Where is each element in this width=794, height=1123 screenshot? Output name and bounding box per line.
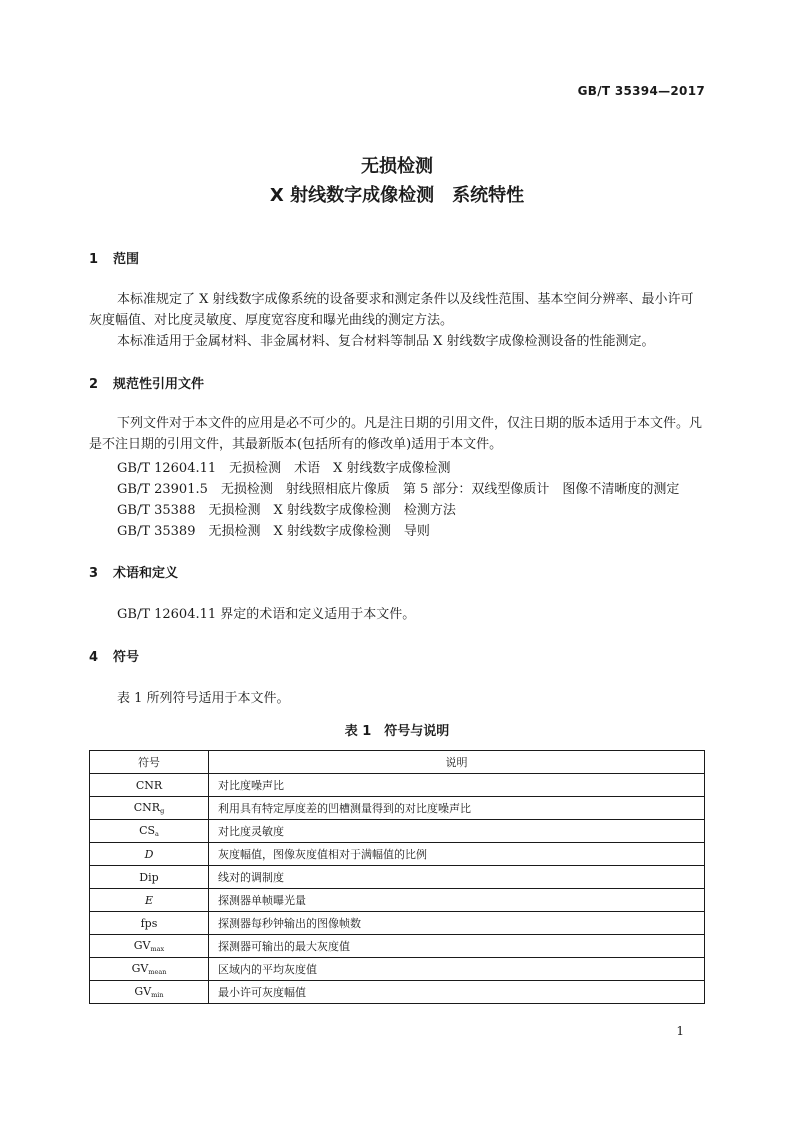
section-4-heading	[89, 646, 139, 665]
document-title-line1: 无损检测	[361, 156, 433, 177]
description-cell: 探测器可输出的最大灰度值	[209, 935, 705, 958]
title-part2: 系统特性	[452, 185, 525, 206]
section-number: 4	[89, 650, 99, 665]
description-cell: 对比度灵敏度	[209, 820, 705, 843]
description-cell: 线对的调制度	[209, 866, 705, 889]
description-cell: 区域内的平均灰度值	[209, 958, 705, 981]
header-symbol: 符号	[90, 751, 209, 774]
symbol-cell: Dip	[90, 866, 209, 889]
symbol-cell: D	[90, 843, 209, 866]
table-row	[90, 889, 705, 912]
symbol-cell: E	[90, 889, 209, 912]
paragraph: 下列文件对于本文件的应用是必不可少的。凡是注日期的引用文件，仅注日期的版本适用于本文件。凡是不注日期的引用文件，其最新版本(包括所有的修改单)适用于本文件。	[89, 416, 703, 452]
table-row	[90, 935, 705, 958]
section-3-heading	[89, 562, 178, 581]
header-description: 说明	[209, 751, 705, 774]
description-cell: 对比度噪声比	[209, 774, 705, 797]
description-cell: 最小许可灰度幅值	[209, 981, 705, 1004]
section-number: 1	[89, 252, 99, 267]
description-cell: 探测器单帧曝光量	[209, 889, 705, 912]
table-row	[90, 797, 705, 820]
section-1-heading	[89, 248, 139, 267]
table-header-row	[90, 751, 705, 774]
table-row	[90, 958, 705, 981]
section-title: 规范性引用文件	[113, 377, 205, 392]
section-title: 符号	[113, 650, 140, 665]
symbol-cell: CNR	[90, 774, 209, 797]
reference-item: GB/T 35388 无损检测 X 射线数字成像检测 检测方法	[117, 503, 456, 518]
section-number: 2	[89, 377, 99, 392]
table-row	[90, 774, 705, 797]
table-row	[90, 843, 705, 866]
table-row	[90, 866, 705, 889]
section-4-body: 表 1 所列符号适用于本文件。	[117, 691, 290, 706]
section-1-body	[89, 289, 705, 352]
section-number: 3	[89, 566, 99, 581]
symbol-cell: fps	[90, 912, 209, 935]
symbol-cell: $GV_{min}$	[90, 981, 209, 1004]
standard-number: GB/T 35394—2017	[577, 84, 705, 98]
description-cell: 利用具有特定厚度差的凹槽测量得到的对比度噪声比	[209, 797, 705, 820]
section-3-body: GB/T 12604.11 界定的术语和定义适用于本文件。	[117, 607, 416, 622]
table-row	[90, 912, 705, 935]
description-cell: 探测器每秒钟输出的图像帧数	[209, 912, 705, 935]
symbols-table	[89, 750, 705, 1004]
section-2-intro	[89, 413, 705, 455]
reference-item: GB/T 23901.5 无损检测 射线照相底片像质 第 5 部分：双线型像质计 图像不清晰度的测定	[117, 482, 680, 497]
table-caption: 表 1 符号与说明	[344, 724, 450, 739]
title-part1: X 射线数字成像检测	[269, 185, 435, 206]
symbol-cell: $CNR_g$	[90, 797, 209, 820]
table-row	[90, 820, 705, 843]
description-cell: 灰度幅值，图像灰度值相对于满幅值的比例	[209, 843, 705, 866]
reference-item: GB/T 35389 无损检测 X 射线数字成像检测 导则	[117, 524, 430, 539]
paragraph: 本标准规定了 X 射线数字成像系统的设备要求和测定条件以及线性范围、基本空间分辨率、最小许可灰度幅值、对比度灵敏度、厚度宽容度和曝光曲线的测定方法。	[89, 292, 694, 328]
symbol-cell: $GV_{mean}$	[90, 958, 209, 981]
section-title: 范围	[113, 252, 140, 267]
reference-item: GB/T 12604.11 无损检测 术语 X 射线数字成像检测	[117, 461, 451, 476]
section-title: 术语和定义	[113, 566, 179, 581]
paragraph: 本标准适用于金属材料、非金属材料、复合材料等制品 X 射线数字成像检测设备的性能测定。	[117, 334, 655, 349]
section-2-heading	[89, 373, 204, 392]
symbol-cell: $CS_a$	[90, 820, 209, 843]
symbol-cell: $GV_{max}$	[90, 935, 209, 958]
page-number: 1	[676, 1024, 684, 1038]
document-title-line2	[0, 181, 794, 207]
table-row	[90, 981, 705, 1004]
